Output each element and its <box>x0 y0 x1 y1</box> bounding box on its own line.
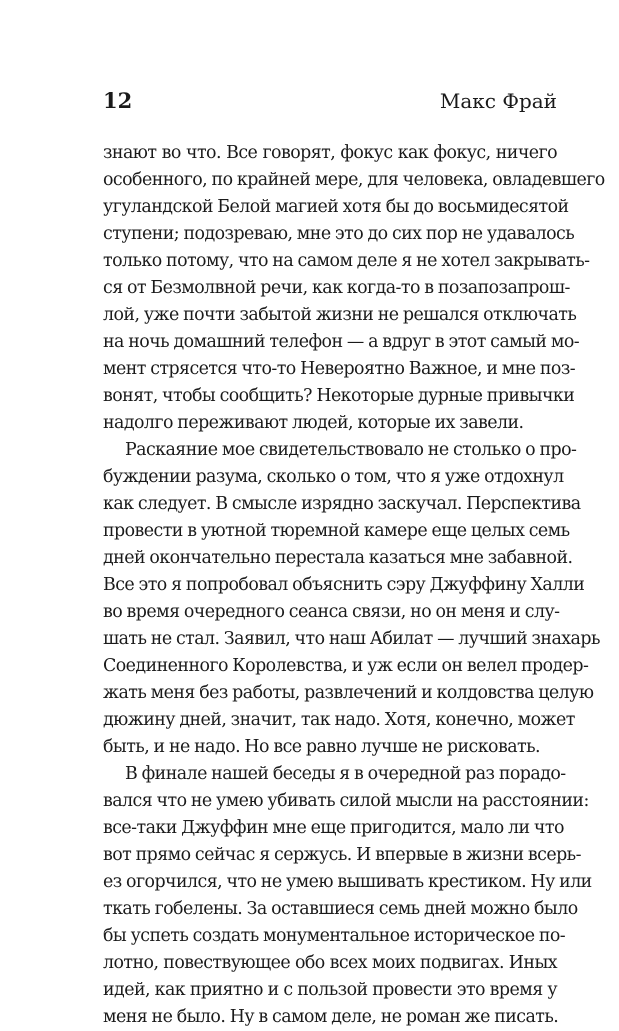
text-line: ся от Безмолвной речи, как когда-то в позапозапрош- <box>103 278 570 298</box>
text-line: ткать гобелены. За оставшиеся семь дней можно было <box>103 899 578 919</box>
text-line: все-таки Джуффин мне еще пригодится, мало ли что <box>103 818 564 838</box>
text-line: провести в уютной тюремной камере еще целых семь <box>103 521 570 541</box>
text-line: только потому, что на самом деле я не хотел закрывать- <box>103 251 590 271</box>
text-line: ез огорчился, что не умею вышивать крестиком. Ну или <box>103 872 592 892</box>
text-line: ступени; подозреваю, мне это до сих пор не удавалось <box>103 224 575 244</box>
text-line: Соединенного Королевства, и уж если он велел продер- <box>103 656 589 676</box>
text-line: жать меня без работы, развлечений и колдовства целую <box>103 683 594 703</box>
text-line: быть, и не надо. Но все равно лучше не рисковать. <box>103 737 540 757</box>
text-line: вот прямо сейчас я сержусь. И впервые в жизни всерь- <box>103 845 581 865</box>
paragraph-1 <box>103 140 605 437</box>
text-line: идей, как приятно и с пользой провести это время у <box>103 980 557 1000</box>
text-line: дюжину дней, значит, так надо. Хотя, конечно, может <box>103 710 575 730</box>
text-line: В финале нашей беседы я в очередной раз порадо- <box>125 764 566 784</box>
text-line: Все это я попробовал объяснить сэру Джуффину Халли <box>103 575 585 595</box>
text-line: особенного, по крайней мере, для человека, овладевшего <box>103 170 605 190</box>
text-line: надолго переживают людей, которые их завели. <box>103 413 524 433</box>
text-line: как следует. В смысле изрядно заскучал. Перспектива <box>103 494 581 514</box>
text-line: лотно, повествующее обо всех моих подвигах. Иных <box>103 953 557 973</box>
text-line: на ночь домашний телефон — а вдруг в этот самый мо- <box>103 332 580 352</box>
paragraph-3 <box>103 761 592 1031</box>
text-line: шать не стал. Заявил, что наш Абилат — лучший знахарь <box>103 629 600 649</box>
text-line: дней окончательно перестала казаться мне забавной. <box>103 548 573 568</box>
text-line: мент стрясется что-то Невероятно Важное, и мне поз- <box>103 359 576 379</box>
text-line: во время очередного сеанса связи, но он меня и слу- <box>103 602 560 622</box>
text-line: меня не было. Ну в самом деле, не роман же писать. <box>103 1007 559 1027</box>
page-header <box>103 88 557 118</box>
text-line: знают во что. Все говорят, фокус как фокус, ничего <box>103 143 557 163</box>
paragraph-2 <box>103 437 600 761</box>
text-line: угуландской Белой магией хотя бы до восьмидесятой <box>103 197 569 217</box>
body-text <box>103 140 605 1031</box>
text-line: вонят, чтобы сообщить? Некоторые дурные привычки <box>103 386 575 406</box>
running-head-author: Макс Фрай <box>439 89 557 113</box>
text-line: лой, уже почти забытой жизни не решался отключать <box>103 305 577 325</box>
text-line: буждении разума, сколько о том, что я уже отдохнул <box>103 467 564 487</box>
text-line: вался что не умею убивать силой мысли на расстоянии: <box>103 791 589 811</box>
page-number: 12 <box>103 88 133 113</box>
text-line: Раскаяние мое свидетельствовало не столько о про- <box>125 440 577 460</box>
text-line: бы успеть создать монументальное историческое по- <box>103 926 566 946</box>
